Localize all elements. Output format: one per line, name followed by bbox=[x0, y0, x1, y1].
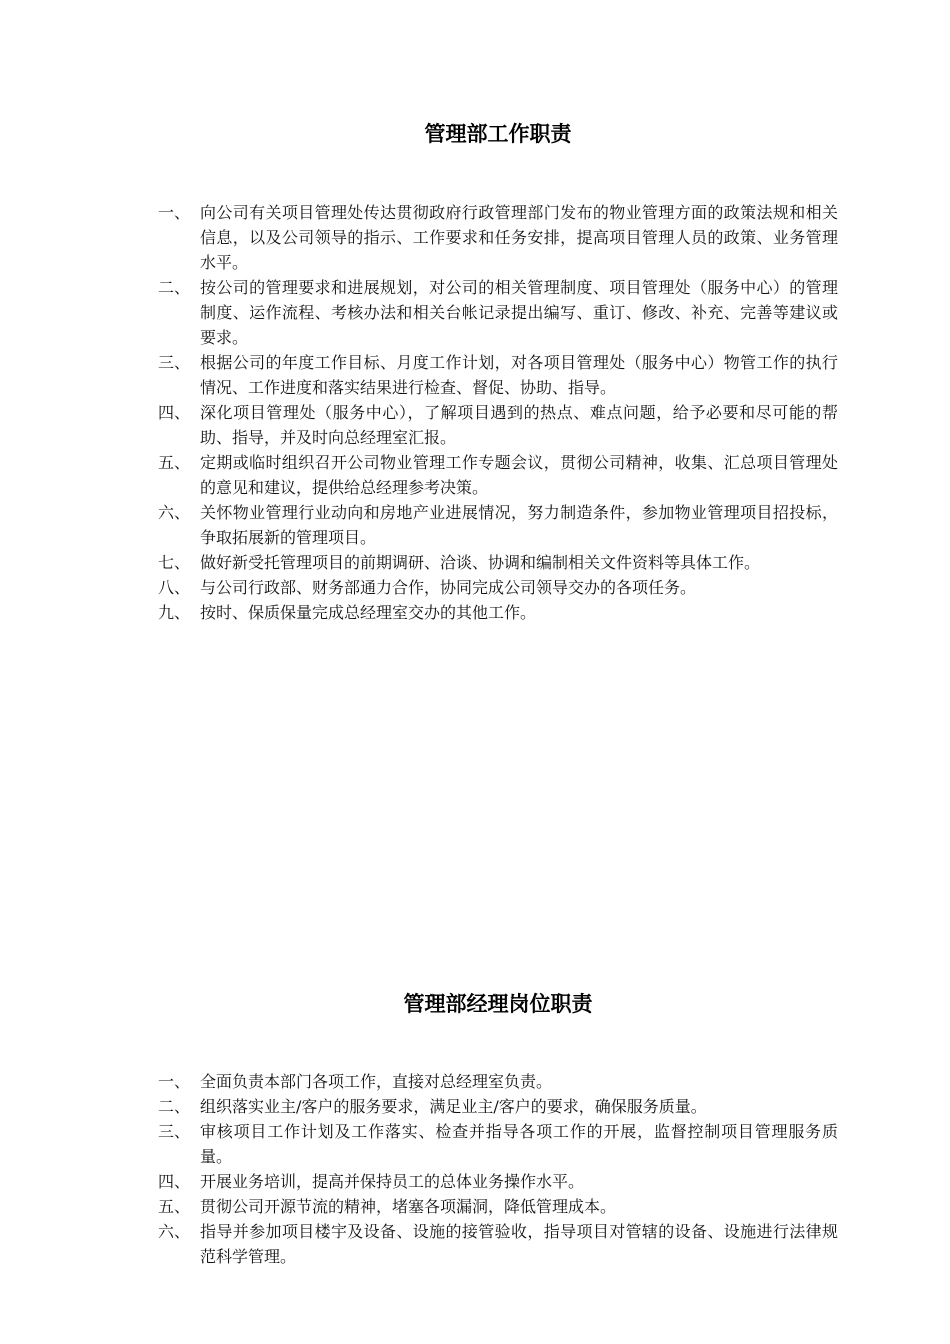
item-text: 审核项目工作计划及工作落实、检查并指导各项工作的开展，监督控制项目管理服务质量。 bbox=[200, 1122, 838, 1166]
item-text: 关怀物业管理行业动向和房地产业进展情况，努力制造条件，参加物业管理项目招投标，争取拓展新的管理项目。 bbox=[200, 503, 838, 547]
item-number: 二、 bbox=[158, 1097, 191, 1116]
item-number: 三、 bbox=[158, 353, 191, 372]
item-text: 定期或临时组织召开公司物业管理工作专题会议，贯彻公司精神，收集、汇总项目管理处的意见和建议，提供给总经理参考决策。 bbox=[200, 453, 838, 497]
item-text: 与公司行政部、财务部通力合作，协同完成公司领导交办的各项任务。 bbox=[200, 578, 697, 597]
item-number: 二、 bbox=[158, 278, 191, 297]
item-number: 一、 bbox=[158, 1072, 191, 1091]
item-number: 四、 bbox=[158, 1172, 191, 1191]
section-work-duties bbox=[158, 118, 838, 625]
item-number: 三、 bbox=[158, 1122, 191, 1141]
list-item bbox=[158, 550, 838, 575]
list-item bbox=[158, 400, 838, 450]
item-number: 六、 bbox=[158, 503, 191, 522]
item-text: 开展业务培训，提高并保持员工的总体业务操作水平。 bbox=[200, 1172, 585, 1191]
list-item bbox=[158, 575, 838, 600]
item-text: 深化项目管理处（服务中心），了解项目遇到的热点、难点问题，给予必要和尽可能的帮助、指导，并及时向总经理室汇报。 bbox=[200, 403, 838, 447]
list-item bbox=[158, 350, 838, 400]
item-number: 五、 bbox=[158, 453, 191, 472]
item-number: 四、 bbox=[158, 403, 191, 422]
section-manager-duties bbox=[158, 988, 838, 1269]
item-number: 九、 bbox=[158, 603, 191, 622]
item-text: 做好新受托管理项目的前期调研、洽谈、协调和编制相关文件资料等具体工作。 bbox=[200, 553, 761, 572]
item-text: 向公司有关项目管理处传达贯彻政府行政管理部门发布的物业管理方面的政策法规和相关信息，以及公司领导的指示、工作要求和任务安排，提高项目管理人员的政策、业务管理水平。 bbox=[200, 203, 838, 272]
item-text: 贯彻公司开源节流的精神，堵塞各项漏洞，降低管理成本。 bbox=[200, 1197, 617, 1216]
list-item bbox=[158, 450, 838, 500]
item-number: 六、 bbox=[158, 1222, 191, 1241]
list-item bbox=[158, 1219, 838, 1269]
list-item bbox=[158, 1119, 838, 1169]
item-number: 七、 bbox=[158, 553, 191, 572]
list-item bbox=[158, 1194, 838, 1219]
list-item bbox=[158, 1169, 838, 1194]
item-text: 按公司的管理要求和进展规划，对公司的相关管理制度、项目管理处（服务中心）的管理制度、运作流程、考核办法和相关台帐记录提出编写、重订、修改、补充、完善等建议或要求。 bbox=[200, 278, 838, 347]
list-item bbox=[158, 1094, 838, 1119]
section-title: 管理部经理岗位职责 bbox=[403, 992, 593, 1016]
item-text: 根据公司的年度工作目标、月度工作计划，对各项目管理处（服务中心）物管工作的执行情况、工作进度和落实结果进行检查、督促、协助、指导。 bbox=[200, 353, 838, 397]
section-title: 管理部工作职责 bbox=[424, 122, 572, 146]
duty-list bbox=[158, 200, 838, 625]
item-number: 八、 bbox=[158, 578, 191, 597]
item-text: 组织落实业主/客户的服务要求，满足业主/客户的要求，确保服务质量。 bbox=[200, 1097, 707, 1116]
item-text: 全面负责本部门各项工作，直接对总经理室负责。 bbox=[200, 1072, 553, 1091]
list-item bbox=[158, 200, 838, 275]
list-item bbox=[158, 600, 838, 625]
list-item bbox=[158, 500, 838, 550]
item-number: 五、 bbox=[158, 1197, 191, 1216]
item-number: 一、 bbox=[158, 203, 191, 222]
duty-list bbox=[158, 1069, 838, 1269]
item-text: 按时、保质保量完成总经理室交办的其他工作。 bbox=[200, 603, 537, 622]
list-item bbox=[158, 275, 838, 350]
item-text: 指导并参加项目楼宇及设备、设施的接管验收，指导项目对管辖的设备、设施进行法律规范科学管理。 bbox=[200, 1222, 838, 1266]
list-item bbox=[158, 1069, 838, 1094]
